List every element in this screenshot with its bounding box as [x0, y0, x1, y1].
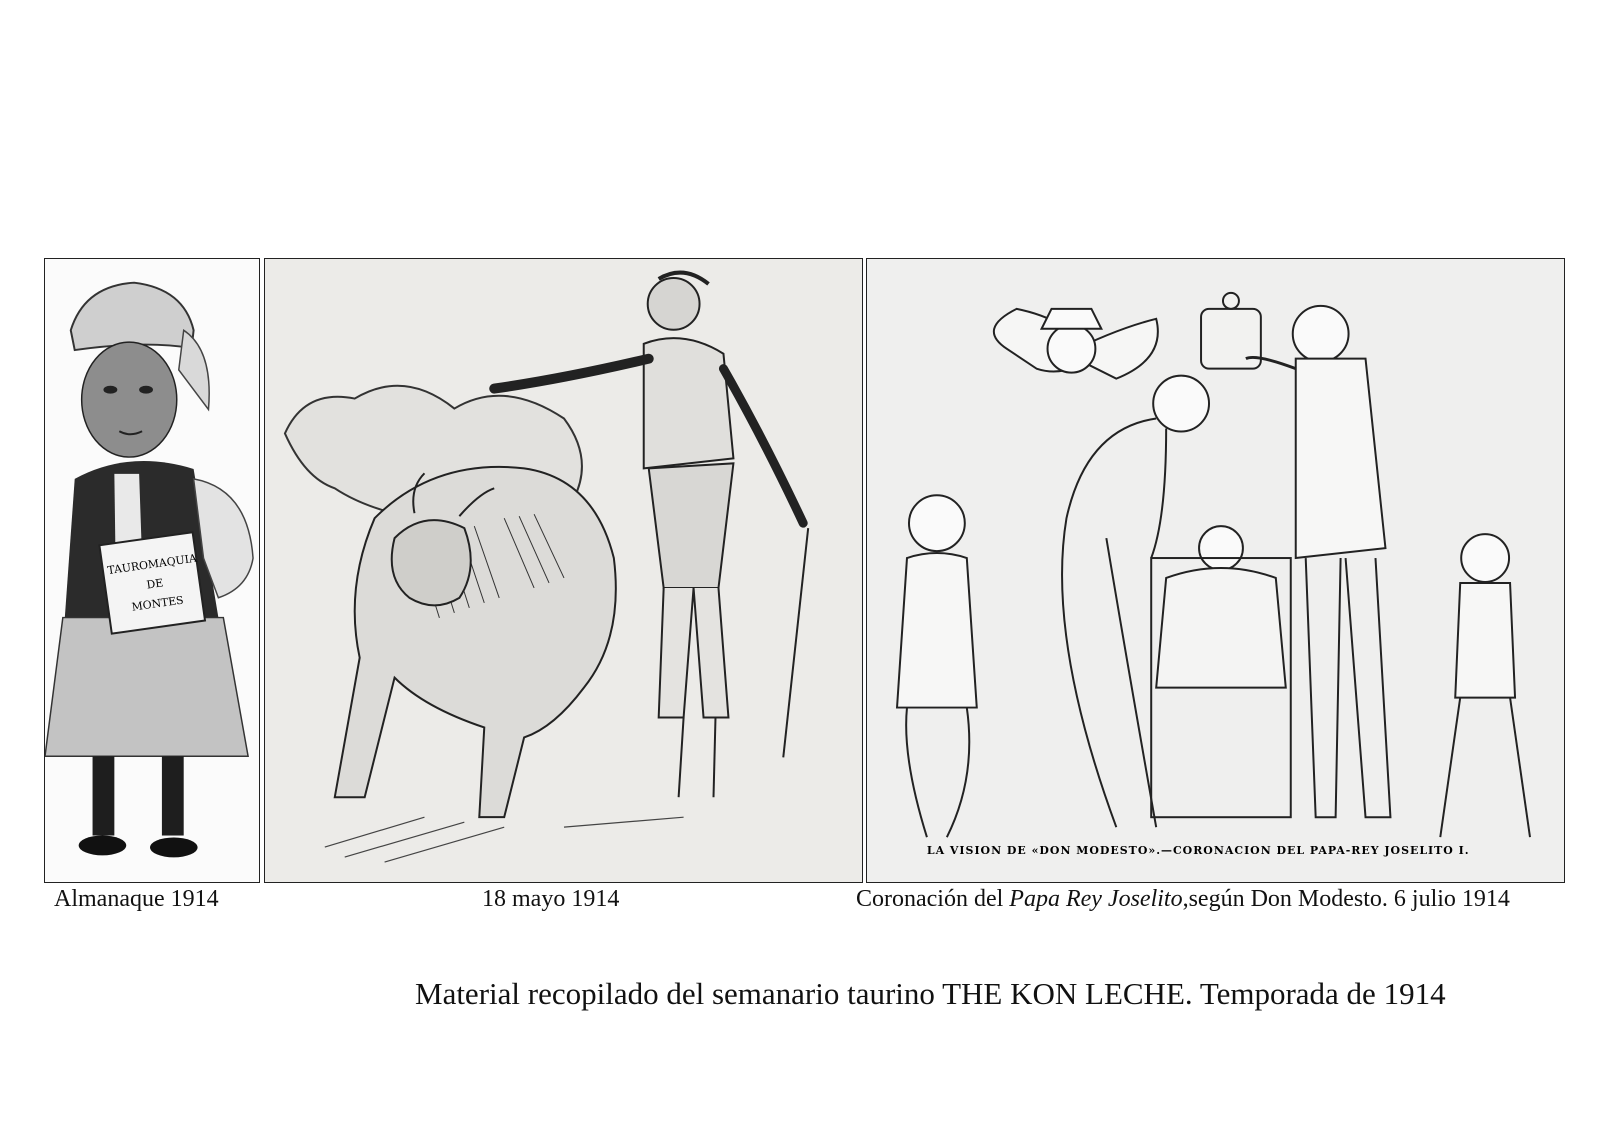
boy-with-book-figure	[45, 259, 259, 882]
caption-coronacion-suffix: ,según Don Modesto. 6 julio 1914	[1182, 886, 1510, 912]
coronation-scene-drawing	[867, 259, 1564, 882]
book-label-line-2: DE	[145, 576, 165, 592]
caption-coronacion-italic: Papa Rey Joselito	[1009, 886, 1183, 912]
book-label-line-3: MONTES	[130, 593, 185, 614]
bullfight-sketch	[264, 258, 863, 883]
caption-coronacion-prefix: Coronación del	[856, 886, 1010, 912]
book-label-line-1: TAUROMAQUIA	[106, 551, 198, 578]
footer-credit: Material recopilado del semanario taurino THE KON LECHE. Temporada de 1914	[415, 976, 1446, 1011]
almanaque-illustration	[44, 258, 260, 883]
torero-and-bull-drawing	[265, 259, 862, 882]
coronation-cartoon	[866, 258, 1565, 883]
caption-almanaque: Almanaque 1914	[54, 886, 219, 912]
caption-coronacion	[856, 884, 1510, 914]
cartoon-strip-caption: LA VISION DE «DON MODESTO».—CORONACION DEL PAPA-REY JOSELITO I.	[926, 844, 1470, 858]
caption-18-mayo: 18 mayo 1914	[482, 886, 620, 912]
